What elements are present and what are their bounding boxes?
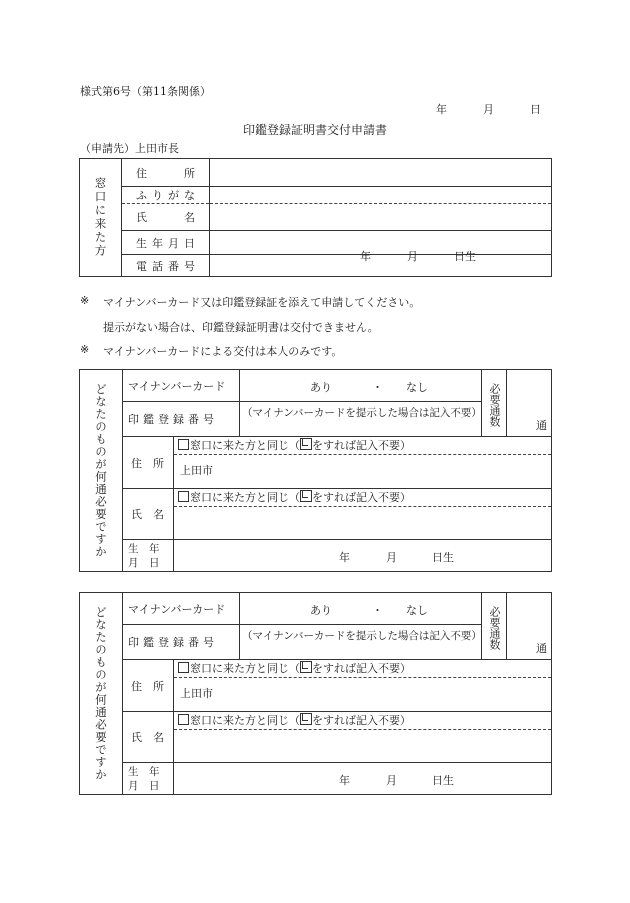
mynumber-label: マイナンバーカード <box>122 370 240 402</box>
request-side-label: どなたのものが何通必要ですか <box>94 383 108 558</box>
visitor-table <box>79 158 552 277</box>
birthdate-label: 生年月日 <box>122 231 210 255</box>
name-field[interactable] <box>210 204 552 231</box>
request-birth-field[interactable] <box>174 763 551 794</box>
phone-field[interactable] <box>210 255 552 277</box>
same-as-visitor-address-option[interactable] <box>174 437 551 455</box>
request-name-label: 氏 名 <box>122 712 174 763</box>
same-as-visitor-text: 窓口に来た方と同じ（ <box>190 714 300 727</box>
request-address-label: 住 所 <box>122 437 174 489</box>
birth-day-label: 日生 <box>454 249 476 263</box>
registration-number-note: （マイナンバーカードを提示した場合は記入不要） <box>242 630 482 642</box>
request-address-value: 上田市 <box>180 464 213 477</box>
date-day-label: 日 <box>530 103 541 116</box>
birthdate-field[interactable] <box>210 231 552 263</box>
address-label: 住 所 <box>122 159 210 187</box>
request-address-field[interactable] <box>174 678 551 710</box>
request-birth-month: 月 <box>386 774 397 787</box>
request-side-label: どなたのものが何通必要ですか <box>94 606 108 781</box>
request-block-1 <box>79 369 552 572</box>
furigana-field[interactable] <box>210 187 552 204</box>
request-block-2 <box>79 592 552 795</box>
mynumber-no[interactable]: なし <box>406 381 428 394</box>
note-3-mark: ※ <box>80 343 90 356</box>
mynumber-choice[interactable] <box>240 593 481 625</box>
note-1-text: マイナンバーカード又は印鑑登録証を添えて申請してください。 <box>103 296 421 309</box>
request-name-field[interactable] <box>174 730 551 763</box>
request-birth-label <box>122 763 174 794</box>
address-field[interactable] <box>210 159 552 187</box>
registration-number-field[interactable] <box>240 402 481 437</box>
request-birth-label <box>122 540 174 571</box>
request-birth-label-line1: 生 年 <box>128 543 160 555</box>
request-birth-field[interactable] <box>174 540 551 571</box>
copies-field[interactable] <box>507 593 551 660</box>
copies-unit: 通 <box>536 419 547 432</box>
request-address-value: 上田市 <box>180 687 213 700</box>
date-month-label: 月 <box>483 103 494 116</box>
birth-year-label: 年 <box>360 249 371 263</box>
request-birth-year: 年 <box>339 774 350 787</box>
request-address-field[interactable] <box>174 455 551 487</box>
registration-number-label: 印鑑登録番号 <box>122 402 240 437</box>
registration-number-note: （マイナンバーカードを提示した場合は記入不要） <box>242 407 482 419</box>
same-as-visitor-address-option[interactable] <box>174 660 551 678</box>
birth-month-label: 月 <box>407 249 418 263</box>
checkbox-icon[interactable] <box>178 714 189 725</box>
checkbox-icon[interactable] <box>178 439 189 450</box>
note-3-text: マイナンバーカードによる交付は本人のみです。 <box>103 345 343 358</box>
request-birth-month: 月 <box>386 551 397 564</box>
checkmark-box-icon <box>300 713 312 725</box>
checkmark-box-icon <box>300 438 312 450</box>
name-label: 氏 名 <box>122 204 210 231</box>
note-2-text: 提示がない場合は、印鑑登録証明書は交付できません。 <box>103 321 379 334</box>
document-title: 印鑑登録証明書交付申請書 <box>242 123 387 137</box>
request-birth-label-line1: 生 年 <box>128 766 160 778</box>
addressee: （申請先）上田市長 <box>80 142 179 155</box>
request-birth-year: 年 <box>339 551 350 564</box>
request-birth-label-line2: 月 日 <box>128 780 160 792</box>
request-name-label: 氏 名 <box>122 489 174 540</box>
same-as-visitor-text-end: をすれば記入不要） <box>312 714 411 727</box>
copies-field[interactable] <box>507 370 551 437</box>
checkmark-box-icon <box>300 661 312 673</box>
copies-unit: 通 <box>536 642 547 655</box>
mynumber-choice[interactable] <box>240 370 481 402</box>
same-as-visitor-text: 窓口に来た方と同じ（ <box>190 491 300 504</box>
date-year-label: 年 <box>436 103 447 116</box>
form-number: 様式第6号（第11条関係） <box>80 85 211 98</box>
same-as-visitor-text: 窓口に来た方と同じ（ <box>190 662 300 675</box>
separator-dot: ・ <box>372 381 383 394</box>
copies-label: 必要通数 <box>488 383 501 427</box>
same-as-visitor-text-end: をすれば記入不要） <box>312 439 411 452</box>
request-address-label: 住 所 <box>122 660 174 712</box>
same-as-visitor-text-end: をすれば記入不要） <box>312 491 411 504</box>
same-as-visitor-name-option[interactable] <box>174 712 551 730</box>
copies-label: 必要通数 <box>488 606 501 650</box>
checkbox-icon[interactable] <box>178 491 189 502</box>
request-birth-day: 日生 <box>432 774 454 787</box>
registration-number-label: 印鑑登録番号 <box>122 625 240 660</box>
mynumber-yes[interactable]: あり <box>310 381 332 394</box>
checkmark-box-icon <box>300 490 312 502</box>
checkbox-icon[interactable] <box>178 662 189 673</box>
same-as-visitor-text-end: をすれば記入不要） <box>312 662 411 675</box>
request-birth-label-line2: 月 日 <box>128 557 160 569</box>
furigana-label: ふりがな <box>122 187 210 204</box>
request-name-field[interactable] <box>174 507 551 540</box>
separator-dot: ・ <box>372 604 383 617</box>
note-1-mark: ※ <box>80 294 90 307</box>
request-birth-day: 日生 <box>432 551 454 564</box>
mynumber-no[interactable]: なし <box>406 604 428 617</box>
phone-label: 電話番号 <box>122 255 210 277</box>
mynumber-yes[interactable]: あり <box>310 604 332 617</box>
mynumber-label: マイナンバーカード <box>122 593 240 625</box>
visitor-side-label: 窓口に来た方 <box>80 159 122 277</box>
registration-number-field[interactable] <box>240 625 481 660</box>
same-as-visitor-text: 窓口に来た方と同じ（ <box>190 439 300 452</box>
same-as-visitor-name-option[interactable] <box>174 489 551 507</box>
